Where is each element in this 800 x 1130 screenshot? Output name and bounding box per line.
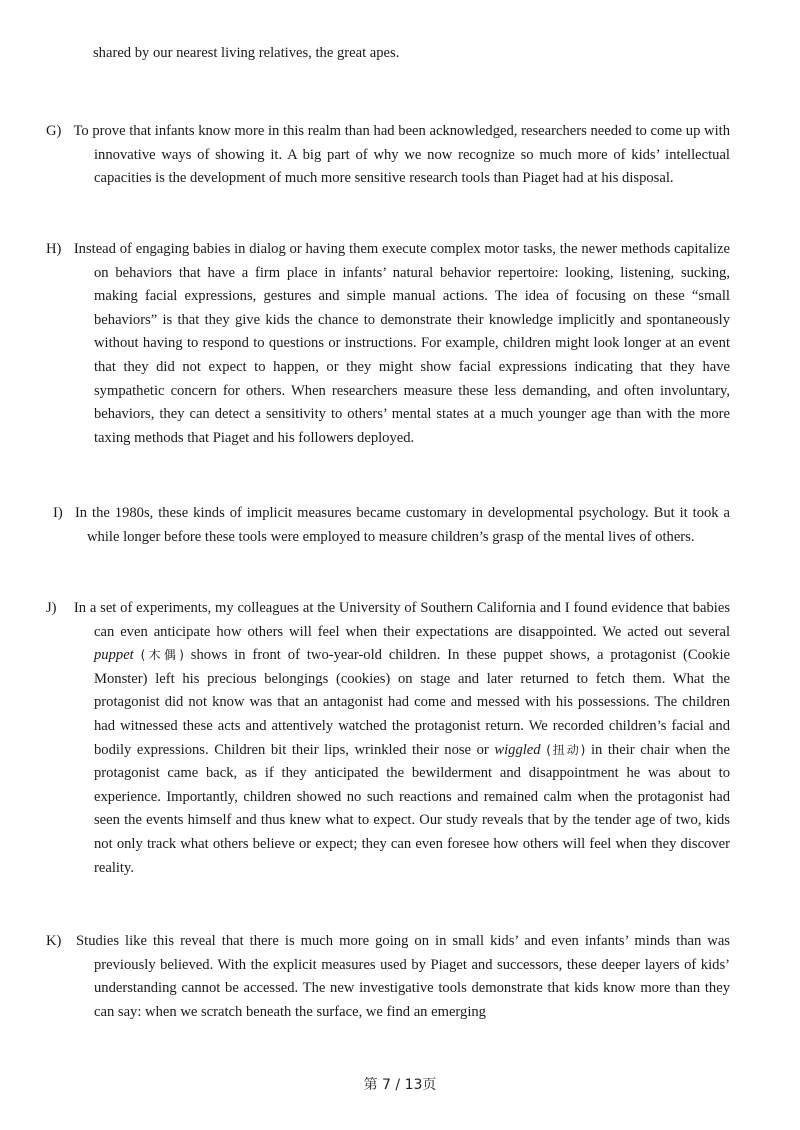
- paragraph-text-1: In a set of experiments, my colleagues at the University of Southern California and I found evidence that babies can even anticipate how others will feel when their expectations are disappointed. We acted out several: [73, 600, 731, 640]
- paragraph-h: H) Instead of engaging babies in dialog or having them execute complex motor tasks, the newer methods capitalize on behaviors that have a firm place in infants’ natural behavior repertoire: looking, listening, sucking, making facial expressions, gestures and simple manual actions. The idea of focusing on these “small behaviors” is that they give kids the chance to demonstrate their knowledge implicitly and spontaneously without having to respond to questions or instructions. For example, children might look longer at an event that they did not expect to happen, or they might show facial expressions indicating that they have sympathetic concern for others. When researchers measure these less demanding, and often involuntary, behaviors, they can detect a sensitivity to others’ mental states at a much younger age than with the more taxing methods that Piaget and his followers deployed.: [46, 241, 730, 446]
- paragraph-i: I) In the 1980s, these kinds of implicit measures became customary in developmental psychology. But it took a while longer before these tools were employed to measure children’s grasp of the mental lives of others.: [53, 505, 730, 545]
- paragraph-g: G) To prove that infants know more in this realm than had been acknowledged, researchers needed to come up with innovative ways of showing it. A big part of why we now recognize so much more of kids’ intellectual capacities is the development of much more sensitive research tools than Piaget had at his disposal.: [46, 123, 731, 187]
- paragraph-j: J) In a set of experiments, my colleagues at the University of Southern California and I found evidence that babies can even anticipate how others will feel when their expectations are disappointed. We acted out several puppet (木偶) shows in front of two-year-old children. In these puppet shows, a protagonist (Cookie Monster) left his precious belongings (cookies) on stage and later returned to fetch them. What the protagonist did not know was that an antagonist had come and messed with his possessions. The children had witnessed these acts and attentively watched the protagonist return. We recorded children’s facial and bodily expressions. Children bit their lips, wrinkled their nose or wiggled (扭动) in their chair when the protagonist came back, as if they anticipated the bewilderment and disappointment he was about to experience. Importantly, children showed no such reactions and remained calm when the protagonist had seen the events himself and thus knew what to expect. Our study reveals that by the tender age of two, kids not only track what others believe or expect; they can even foresee how others will feel when they discover reality.: [46, 600, 731, 876]
- paragraph-text-2: shows in front of two-year-old children. In these puppet shows, a protagonist (Cookie Monster) left his precious belongings (cookies) on stage and later returned to fetch them. What the protagonist did not know was that an antagonist had come and messed with his possessions. The children had witnessed these acts and attentively watched the protagonist return. We recorded children’s facial and bodily expressions. Children bit their lips, wrinkled their nose or: [94, 647, 730, 758]
- gloss-puppet: (木偶): [140, 648, 184, 663]
- paragraph-text: Instead of engaging babies in dialog or having them execute complex motor tasks, the newer methods capitalize on behaviors that have a firm place in infants’ natural behavior repertoire: looking, listening, sucking, making facial expressions, gestures and simple manual actions. The idea of focusing on these “small behaviors” is that they give kids the chance to demonstrate their knowledge implicitly and spontaneously without having to respond to questions or instructions. For example, children might look longer at an event that they did not expect to happen, or they might show facial expressions indicating that they have sympathetic concern for others. When researchers measure these less demanding, and often involuntary, behaviors, they can detect a sensitivity to others’ mental states at a much younger age than with the more taxing methods that Piaget and his followers deployed.: [73, 241, 730, 446]
- glossed-term-wiggled: wiggled: [494, 741, 541, 758]
- paragraph-text: To prove that infants know more in this realm than had been acknowledged, researchers needed to come up with innovative ways of showing it. A big part of why we now recognize so much more of kids’ intellectual capacities is the development of much more sensitive research tools than Piaget had at his disposal.: [73, 123, 731, 187]
- paragraph-text-3: in their chair when the protagonist came back, as if they anticipated the bewilderment and disappointment he was about to experience. Importantly, children showed no such reactions and remained calm when the protagonist had seen the events himself and thus knew what to expect. Our study reveals that by the tender age of two, kids not only track what others believe or expect; they can even foresee how others will feel when they discover reality.: [94, 741, 730, 876]
- page-number: [0, 1074, 800, 1094]
- page-number-label: 第 7 / 13页: [363, 1077, 437, 1093]
- continuation-text: shared by our nearest living relatives, the great apes.: [93, 45, 400, 61]
- paragraph-k: K) Studies like this reveal that there is much more going on in small kids’ and even infants’ minds than was previously believed. With the explicit measures used by Piaget and successors, these deeper layers of kids’ understanding cannot be accessed. The new investigative tools demonstrate that kids know more than they can say: when we scratch beneath the surface, we find an emerging: [46, 933, 730, 1020]
- paragraph-continuation: [93, 42, 730, 66]
- glossed-term-puppet: puppet: [94, 647, 134, 664]
- paragraph-text: Studies like this reveal that there is much more going on in small kids’ and even infants’ minds than was previously believed. With the explicit measures used by Piaget and successors, these deeper layers of kids’ understanding cannot be accessed. The new investigative tools demonstrate that kids know more than they can say: when we scratch beneath the surface, we find an emerging: [76, 933, 730, 1020]
- gloss-wiggled: (扭动): [546, 742, 586, 757]
- paragraph-text: In the 1980s, these kinds of implicit measures became customary in developmental psychology. But it took a while longer before these tools were employed to measure children’s grasp of the mental lives of others.: [74, 505, 730, 545]
